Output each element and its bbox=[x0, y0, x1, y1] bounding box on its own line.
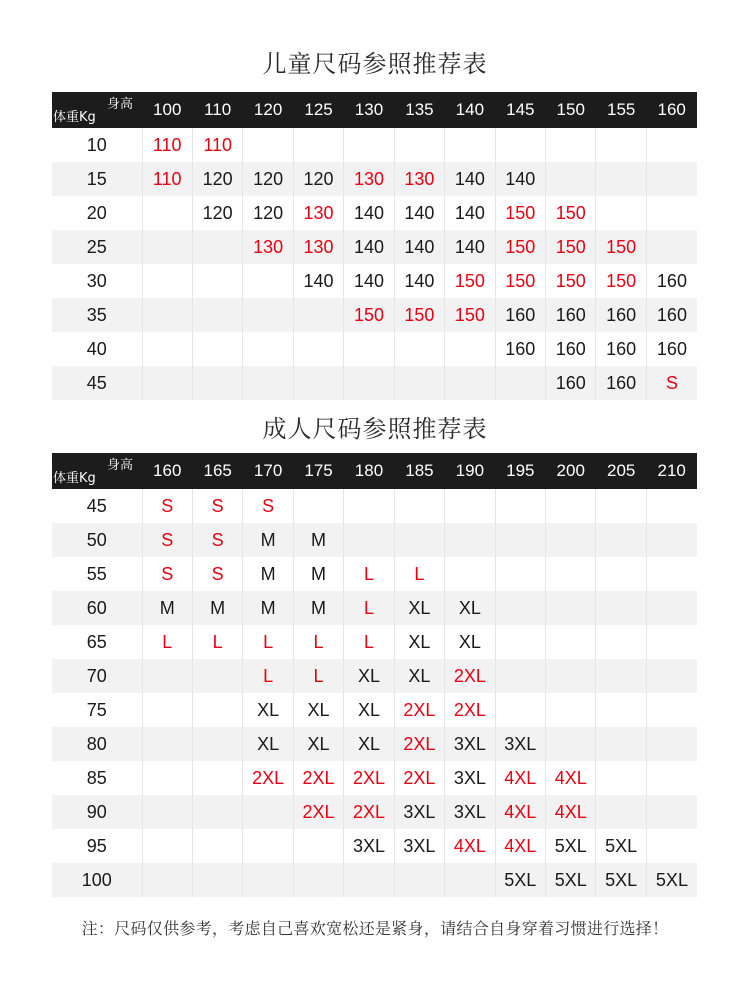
size-cell: 140 bbox=[394, 196, 444, 230]
size-cell bbox=[192, 727, 242, 761]
size-cell bbox=[142, 298, 192, 332]
size-cell: 140 bbox=[293, 264, 343, 298]
size-cell bbox=[495, 591, 545, 625]
table-row bbox=[52, 659, 697, 693]
size-cell bbox=[142, 761, 192, 795]
weight-cell: 35 bbox=[52, 298, 142, 332]
size-cell bbox=[293, 298, 343, 332]
height-header: 135 bbox=[405, 100, 434, 119]
height-header: 200 bbox=[556, 461, 585, 480]
size-cell: L bbox=[243, 659, 293, 693]
table-row bbox=[52, 366, 697, 400]
table-row bbox=[52, 863, 697, 897]
size-cell bbox=[596, 489, 646, 523]
size-cell: 3XL bbox=[445, 761, 495, 795]
size-cell: XL bbox=[394, 625, 444, 659]
size-cell: 120 bbox=[192, 162, 242, 196]
size-cell: L bbox=[142, 625, 192, 659]
size-cell bbox=[344, 128, 394, 162]
kids-corner-cell bbox=[52, 92, 142, 128]
size-cell: M bbox=[142, 591, 192, 625]
size-cell bbox=[445, 128, 495, 162]
weight-cell: 10 bbox=[52, 128, 142, 162]
size-cell bbox=[646, 829, 697, 863]
size-cell bbox=[394, 523, 444, 557]
size-cell bbox=[445, 523, 495, 557]
table-row bbox=[52, 727, 697, 761]
size-cell: 2XL bbox=[243, 761, 293, 795]
size-cell bbox=[546, 162, 596, 196]
size-cell bbox=[546, 625, 596, 659]
table-row bbox=[52, 795, 697, 829]
size-cell: 5XL bbox=[546, 863, 596, 897]
weight-cell: 75 bbox=[52, 693, 142, 727]
size-cell: XL bbox=[344, 727, 394, 761]
size-cell: 5XL bbox=[596, 829, 646, 863]
height-header: 205 bbox=[606, 461, 636, 480]
size-cell: S bbox=[192, 557, 242, 591]
size-cell: 130 bbox=[243, 230, 293, 264]
size-cell bbox=[192, 298, 242, 332]
size-cell: 160 bbox=[656, 304, 687, 325]
size-cell bbox=[596, 196, 646, 230]
size-cell: L bbox=[344, 591, 394, 625]
size-cell: L bbox=[293, 625, 343, 659]
size-cell: XL bbox=[293, 693, 343, 727]
table-row bbox=[52, 523, 697, 557]
size-cell: 150 bbox=[596, 230, 646, 264]
size-cell: M bbox=[243, 557, 293, 591]
size-cell: 4XL bbox=[445, 829, 495, 863]
size-cell: 4XL bbox=[495, 795, 545, 829]
height-header: 110 bbox=[204, 100, 232, 119]
height-header: 145 bbox=[506, 100, 535, 119]
size-cell: M bbox=[192, 591, 242, 625]
table-row bbox=[52, 162, 697, 196]
weight-cell: 15 bbox=[52, 162, 142, 196]
size-cell: 2XL bbox=[445, 693, 495, 727]
size-cell bbox=[596, 693, 646, 727]
size-cell: S bbox=[192, 489, 242, 523]
size-cell bbox=[646, 557, 697, 591]
size-cell bbox=[546, 128, 596, 162]
size-cell: 150 bbox=[445, 264, 495, 298]
height-label: 身高 bbox=[107, 97, 134, 112]
size-cell bbox=[293, 829, 343, 863]
weight-cell: 65 bbox=[52, 625, 142, 659]
size-cell: L bbox=[243, 625, 293, 659]
size-cell: M bbox=[293, 557, 343, 591]
size-cell bbox=[596, 795, 646, 829]
size-cell: 3XL bbox=[344, 829, 394, 863]
size-cell: L bbox=[344, 557, 394, 591]
table-row bbox=[52, 761, 697, 795]
size-cell bbox=[646, 230, 697, 264]
size-cell bbox=[646, 162, 697, 196]
size-cell: S bbox=[665, 372, 678, 393]
size-cell bbox=[495, 523, 545, 557]
size-cell: 5XL bbox=[596, 863, 646, 897]
adult-header-row bbox=[52, 453, 697, 489]
size-cell: 150 bbox=[495, 196, 545, 230]
kids-header-row bbox=[52, 92, 697, 128]
size-cell: XL bbox=[344, 693, 394, 727]
size-cell bbox=[445, 489, 495, 523]
size-cell bbox=[192, 659, 242, 693]
size-cell: S bbox=[192, 523, 242, 557]
size-cell: S bbox=[243, 489, 293, 523]
size-cell bbox=[142, 795, 192, 829]
size-cell bbox=[646, 523, 697, 557]
size-cell: 160 bbox=[546, 332, 596, 366]
size-cell: 120 bbox=[192, 196, 242, 230]
size-cell: M bbox=[243, 591, 293, 625]
table-row bbox=[52, 332, 697, 366]
size-cell: 150 bbox=[445, 298, 495, 332]
size-cell: 3XL bbox=[445, 727, 495, 761]
size-cell: 5XL bbox=[495, 863, 545, 897]
size-cell bbox=[596, 727, 646, 761]
size-cell bbox=[596, 128, 646, 162]
size-cell: 160 bbox=[495, 298, 545, 332]
size-cell bbox=[293, 863, 343, 897]
size-cell bbox=[243, 128, 293, 162]
table-row bbox=[52, 489, 697, 523]
size-cell: S bbox=[142, 489, 192, 523]
size-cell: XL bbox=[445, 591, 495, 625]
size-cell bbox=[495, 557, 545, 591]
size-cell bbox=[445, 863, 495, 897]
height-header: 125 bbox=[304, 100, 333, 119]
kids-size-table bbox=[52, 92, 697, 400]
table-row bbox=[52, 557, 697, 591]
size-cell bbox=[495, 366, 545, 400]
size-cell: 3XL bbox=[445, 795, 495, 829]
size-cell bbox=[344, 332, 394, 366]
size-cell: 150 bbox=[546, 196, 596, 230]
size-cell bbox=[142, 727, 192, 761]
height-header: 140 bbox=[455, 100, 485, 119]
height-header: 185 bbox=[405, 461, 434, 480]
size-cell: 2XL bbox=[344, 761, 394, 795]
size-cell: M bbox=[293, 523, 343, 557]
height-header: 155 bbox=[606, 100, 636, 119]
size-cell bbox=[192, 264, 242, 298]
weight-cell: 60 bbox=[52, 591, 142, 625]
size-cell bbox=[546, 659, 596, 693]
size-cell bbox=[596, 761, 646, 795]
size-cell: XL bbox=[394, 591, 444, 625]
size-cell: 160 bbox=[656, 338, 687, 359]
size-cell bbox=[646, 795, 697, 829]
size-cell: M bbox=[243, 523, 293, 557]
size-cell: L bbox=[344, 625, 394, 659]
size-cell bbox=[646, 128, 697, 162]
size-cell bbox=[546, 727, 596, 761]
size-cell: 160 bbox=[546, 366, 596, 400]
size-cell: 150 bbox=[546, 264, 596, 298]
size-cell bbox=[394, 128, 444, 162]
size-cell bbox=[596, 523, 646, 557]
size-cell: XL bbox=[445, 625, 495, 659]
height-header: 120 bbox=[253, 100, 283, 119]
size-cell bbox=[596, 162, 646, 196]
size-cell bbox=[344, 863, 394, 897]
height-header: 170 bbox=[253, 461, 283, 480]
size-cell: 5XL bbox=[546, 829, 596, 863]
size-cell bbox=[192, 230, 242, 264]
size-cell: 150 bbox=[495, 264, 545, 298]
height-header: 160 bbox=[153, 461, 182, 480]
size-cell: 120 bbox=[243, 196, 293, 230]
table-row bbox=[52, 196, 697, 230]
size-cell: 2XL bbox=[394, 727, 444, 761]
size-cell: 160 bbox=[596, 298, 646, 332]
size-cell: 130 bbox=[394, 162, 444, 196]
size-cell bbox=[596, 557, 646, 591]
size-cell bbox=[546, 693, 596, 727]
size-cell: 110 bbox=[142, 162, 192, 196]
size-cell: 140 bbox=[445, 162, 495, 196]
size-cell bbox=[546, 523, 596, 557]
size-cell bbox=[495, 489, 545, 523]
size-cell bbox=[293, 366, 343, 400]
size-cell: 4XL bbox=[495, 761, 545, 795]
height-header: 100 bbox=[153, 100, 182, 119]
adult-corner-cell bbox=[52, 453, 142, 489]
size-cell: 140 bbox=[445, 196, 495, 230]
size-cell: L bbox=[394, 557, 444, 591]
size-cell: 140 bbox=[344, 196, 394, 230]
size-cell: XL bbox=[344, 659, 394, 693]
weight-cell: 45 bbox=[52, 489, 142, 523]
size-cell: 150 bbox=[596, 264, 646, 298]
size-cell bbox=[394, 863, 444, 897]
adult-size-table bbox=[52, 453, 697, 897]
size-cell: 140 bbox=[344, 264, 394, 298]
size-cell bbox=[142, 863, 192, 897]
weight-cell: 45 bbox=[52, 366, 142, 400]
height-header: 175 bbox=[304, 461, 333, 480]
size-cell bbox=[192, 761, 242, 795]
size-cell: 110 bbox=[192, 128, 242, 162]
size-cell: 2XL bbox=[293, 761, 343, 795]
size-cell: XL bbox=[243, 693, 293, 727]
size-cell bbox=[243, 366, 293, 400]
size-cell bbox=[142, 366, 192, 400]
size-cell bbox=[243, 264, 293, 298]
size-cell: 160 bbox=[546, 298, 596, 332]
height-header: 190 bbox=[455, 461, 485, 480]
weight-cell: 80 bbox=[52, 727, 142, 761]
height-header: 210 bbox=[657, 461, 686, 480]
size-cell: 130 bbox=[293, 230, 343, 264]
size-cell bbox=[546, 557, 596, 591]
weight-cell: 40 bbox=[52, 332, 142, 366]
size-cell bbox=[243, 863, 293, 897]
height-header: 165 bbox=[203, 461, 232, 480]
table-row bbox=[52, 625, 697, 659]
weight-cell: 95 bbox=[52, 829, 142, 863]
size-cell bbox=[344, 366, 394, 400]
size-cell bbox=[192, 366, 242, 400]
size-cell bbox=[546, 591, 596, 625]
size-cell: 5XL bbox=[655, 869, 688, 890]
size-cell: 2XL bbox=[445, 659, 495, 693]
size-cell: L bbox=[192, 625, 242, 659]
height-header: 150 bbox=[556, 100, 585, 119]
size-cell: 150 bbox=[546, 230, 596, 264]
weight-cell: 25 bbox=[52, 230, 142, 264]
size-cell: 140 bbox=[394, 264, 444, 298]
size-cell: 120 bbox=[293, 162, 343, 196]
size-cell bbox=[646, 489, 697, 523]
size-cell bbox=[192, 332, 242, 366]
size-cell: 3XL bbox=[394, 795, 444, 829]
size-cell bbox=[596, 625, 646, 659]
weight-cell: 55 bbox=[52, 557, 142, 591]
size-cell: M bbox=[293, 591, 343, 625]
size-cell bbox=[646, 625, 697, 659]
size-cell bbox=[394, 366, 444, 400]
size-cell: 160 bbox=[495, 332, 545, 366]
size-cell bbox=[293, 128, 343, 162]
size-cell bbox=[495, 625, 545, 659]
size-cell: S bbox=[142, 557, 192, 591]
size-cell: 2XL bbox=[394, 693, 444, 727]
weight-label: 体重Kg bbox=[53, 471, 96, 486]
weight-cell: 30 bbox=[52, 264, 142, 298]
size-cell bbox=[596, 659, 646, 693]
height-header: 180 bbox=[354, 461, 384, 480]
size-cell bbox=[243, 829, 293, 863]
size-cell: S bbox=[142, 523, 192, 557]
size-cell: 120 bbox=[243, 162, 293, 196]
size-cell bbox=[192, 829, 242, 863]
size-cell: L bbox=[293, 659, 343, 693]
weight-cell: 70 bbox=[52, 659, 142, 693]
size-cell bbox=[142, 829, 192, 863]
table-row bbox=[52, 829, 697, 863]
weight-cell: 20 bbox=[52, 196, 142, 230]
size-cell bbox=[646, 693, 697, 727]
size-cell bbox=[445, 332, 495, 366]
height-header: 195 bbox=[506, 461, 535, 480]
size-note: 注：尺码仅供参考，考虑自己喜欢宽松还是紧身，请结合自身穿着习惯进行选择！ bbox=[81, 919, 669, 938]
size-cell: XL bbox=[394, 659, 444, 693]
size-cell bbox=[495, 659, 545, 693]
size-cell bbox=[142, 264, 192, 298]
size-cell: 4XL bbox=[495, 829, 545, 863]
table-row bbox=[52, 693, 697, 727]
size-cell bbox=[344, 489, 394, 523]
weight-cell: 90 bbox=[52, 795, 142, 829]
size-cell bbox=[546, 489, 596, 523]
size-cell: 140 bbox=[394, 230, 444, 264]
size-cell bbox=[646, 659, 697, 693]
size-cell bbox=[192, 693, 242, 727]
size-cell bbox=[243, 332, 293, 366]
size-cell bbox=[646, 591, 697, 625]
table-row bbox=[52, 128, 697, 162]
size-cell bbox=[445, 366, 495, 400]
size-cell: 4XL bbox=[546, 795, 596, 829]
size-cell bbox=[243, 795, 293, 829]
weight-cell: 100 bbox=[52, 863, 142, 897]
size-cell: 2XL bbox=[344, 795, 394, 829]
size-cell: 160 bbox=[596, 366, 646, 400]
size-cell: 160 bbox=[596, 332, 646, 366]
size-cell: 150 bbox=[344, 298, 394, 332]
size-cell: 130 bbox=[293, 196, 343, 230]
size-cell: 2XL bbox=[394, 761, 444, 795]
size-cell: 160 bbox=[656, 270, 687, 291]
size-cell bbox=[495, 128, 545, 162]
adult-chart-title: 成人尺码参照推荐表 bbox=[262, 415, 488, 443]
table-row bbox=[52, 298, 697, 332]
size-cell: 150 bbox=[495, 230, 545, 264]
table-row bbox=[52, 264, 697, 298]
size-cell bbox=[495, 693, 545, 727]
size-cell bbox=[192, 863, 242, 897]
size-cell: 130 bbox=[344, 162, 394, 196]
weight-cell: 85 bbox=[52, 761, 142, 795]
size-cell bbox=[243, 298, 293, 332]
size-cell: 2XL bbox=[293, 795, 343, 829]
height-header: 130 bbox=[354, 100, 384, 119]
size-cell: 3XL bbox=[495, 727, 545, 761]
size-cell bbox=[142, 196, 192, 230]
weight-cell: 50 bbox=[52, 523, 142, 557]
table-row bbox=[52, 230, 697, 264]
size-cell bbox=[344, 523, 394, 557]
size-cell: 4XL bbox=[546, 761, 596, 795]
size-cell bbox=[293, 489, 343, 523]
size-cell bbox=[142, 659, 192, 693]
size-cell bbox=[646, 727, 697, 761]
size-cell: 140 bbox=[445, 230, 495, 264]
size-cell bbox=[142, 230, 192, 264]
height-header: 160 bbox=[657, 100, 686, 119]
size-cell: XL bbox=[293, 727, 343, 761]
size-cell bbox=[445, 557, 495, 591]
size-cell bbox=[596, 591, 646, 625]
weight-label: 体重Kg bbox=[53, 110, 96, 125]
size-cell bbox=[142, 332, 192, 366]
size-cell bbox=[646, 196, 697, 230]
size-cell: 3XL bbox=[394, 829, 444, 863]
size-cell: 110 bbox=[142, 128, 192, 162]
kids-chart-title: 儿童尺码参照推荐表 bbox=[262, 50, 488, 78]
size-cell bbox=[142, 693, 192, 727]
size-cell: XL bbox=[243, 727, 293, 761]
size-cell bbox=[394, 332, 444, 366]
size-cell bbox=[192, 795, 242, 829]
size-cell bbox=[394, 489, 444, 523]
height-label: 身高 bbox=[107, 458, 134, 473]
size-cell bbox=[293, 332, 343, 366]
size-cell bbox=[646, 761, 697, 795]
table-row bbox=[52, 591, 697, 625]
size-cell: 140 bbox=[495, 162, 545, 196]
size-cell: 140 bbox=[344, 230, 394, 264]
size-cell: 150 bbox=[394, 298, 444, 332]
